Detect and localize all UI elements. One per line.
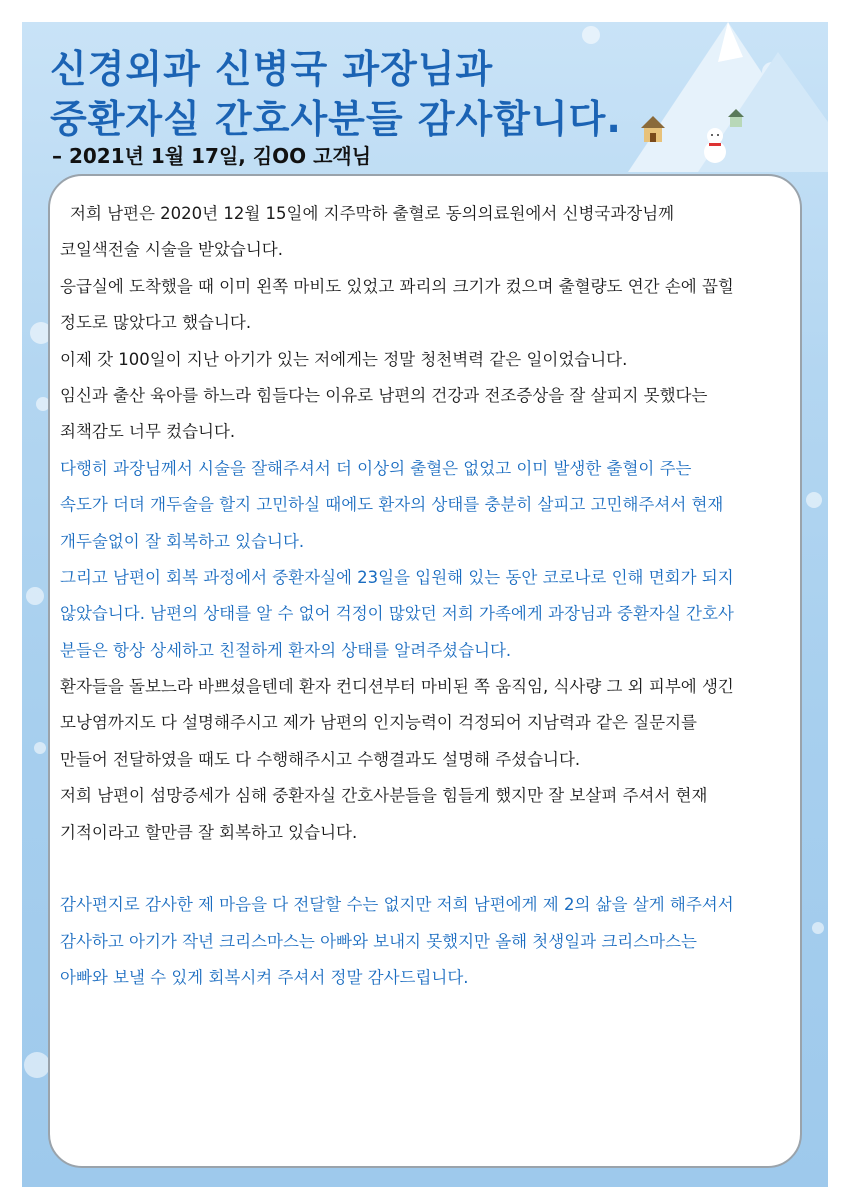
- letter-card: [48, 174, 802, 1168]
- letter-line: 저희 남편이 섬망증세가 심해 중환자실 간호사분들을 힘들게 했지만 잘 보살펴 주셔서 현재: [60, 786, 708, 806]
- letter-line: 모낭염까지도 다 설명해주시고 제가 남편의 인지능력이 걱정되어 지남력과 같은 질문지를: [60, 713, 697, 733]
- snow-bubble: [26, 587, 44, 605]
- letter-line: 기적이라고 할만큼 잘 회복하고 있습니다.: [60, 822, 358, 842]
- letter-date-and-author: – 2021년 1월 17일, 김OO 고객님: [52, 144, 372, 168]
- letter-line: 저희 남편은 2020년 12월 15일에 지주막하 출혈로 동의의료원에서 신병국과장님께: [70, 204, 675, 223]
- letter-line-highlighted: 아빠와 보낼 수 있게 회복시켜 주셔서 정말 감사드립니다.: [60, 968, 469, 988]
- letter-line-highlighted: 분들은 항상 상세하고 친절하게 환자의 상태를 알려주셨습니다.: [60, 640, 512, 660]
- letter-line-highlighted: 그리고 남편이 회복 과정에서 중환자실에 23일을 입원해 있는 동안 코로나로 인해 면회가 되지: [60, 567, 734, 587]
- letter-line-highlighted: 다행히 과장님께서 시술을 잘해주셔서 더 이상의 출혈은 없었고 이미 발생한 출혈이 주는: [60, 458, 692, 478]
- letter-line-highlighted: 감사편지로 감사한 제 마음을 다 전달할 수는 없지만 저희 남편에게 제 2의 삶을 살게 해주셔서: [60, 895, 734, 915]
- snow-bubble: [812, 922, 824, 934]
- letter-line: 정도로 많았다고 했습니다.: [60, 313, 252, 333]
- snow-bubble: [24, 1052, 50, 1078]
- letter-line: 만들어 전달하였을 때도 다 수행해주시고 수행결과도 설명해 주셨습니다.: [60, 749, 581, 769]
- letter-line: 응급실에 도착했을 때 이미 왼쪽 마비도 있었고 꽈리의 크기가 컸으며 출혈량도 연간 손에 꼽힐: [60, 276, 734, 296]
- letter-line: 환자들을 돌보느라 바쁘셨을텐데 환자 컨디션부터 마비된 쪽 움직임, 식사량 그 외 피부에 생긴: [60, 677, 734, 697]
- letter-line: 코일색전술 시술을 받았습니다.: [60, 240, 283, 260]
- letter-body: [60, 196, 800, 997]
- letter-line-highlighted: 감사하고 아기가 작년 크리스마스는 아빠와 보내지 못했지만 올해 첫생일과 크리스마스는: [60, 931, 697, 951]
- letter-line-highlighted: 개두술없이 잘 회복하고 있습니다.: [60, 531, 305, 551]
- letter-line: 이제 갓 100일이 지난 아기가 있는 저에게는 정말 청천벽력 같은 일이었습니다.: [60, 349, 628, 369]
- letter-line-highlighted: 속도가 더뎌 개두술을 할지 고민하실 때에도 환자의 상태를 충분히 살피고 고민해주셔서 현재: [60, 495, 724, 515]
- snow-bubble: [806, 492, 822, 508]
- page-title-line-1: 신경외과 신병국 과장님과: [50, 47, 494, 91]
- snow-bubble: [34, 742, 46, 754]
- paragraph-gap: [60, 851, 800, 887]
- letter-line-highlighted: 않았습니다. 남편의 상태를 알 수 없어 걱정이 많았던 저희 가족에게 과장님과 중환자실 간호사: [60, 604, 734, 624]
- snowman-icon: [698, 125, 732, 169]
- house-icon: [638, 114, 668, 148]
- letter-line: 임신과 출산 육아를 하느라 힘들다는 이유로 남편의 건강과 전조증상을 잘 살피지 못했다는: [60, 385, 708, 405]
- letter-line: 죄책감도 너무 컸습니다.: [60, 422, 236, 442]
- page-title-line-2: 중환자실 간호사분들 감사합니다.: [50, 97, 622, 141]
